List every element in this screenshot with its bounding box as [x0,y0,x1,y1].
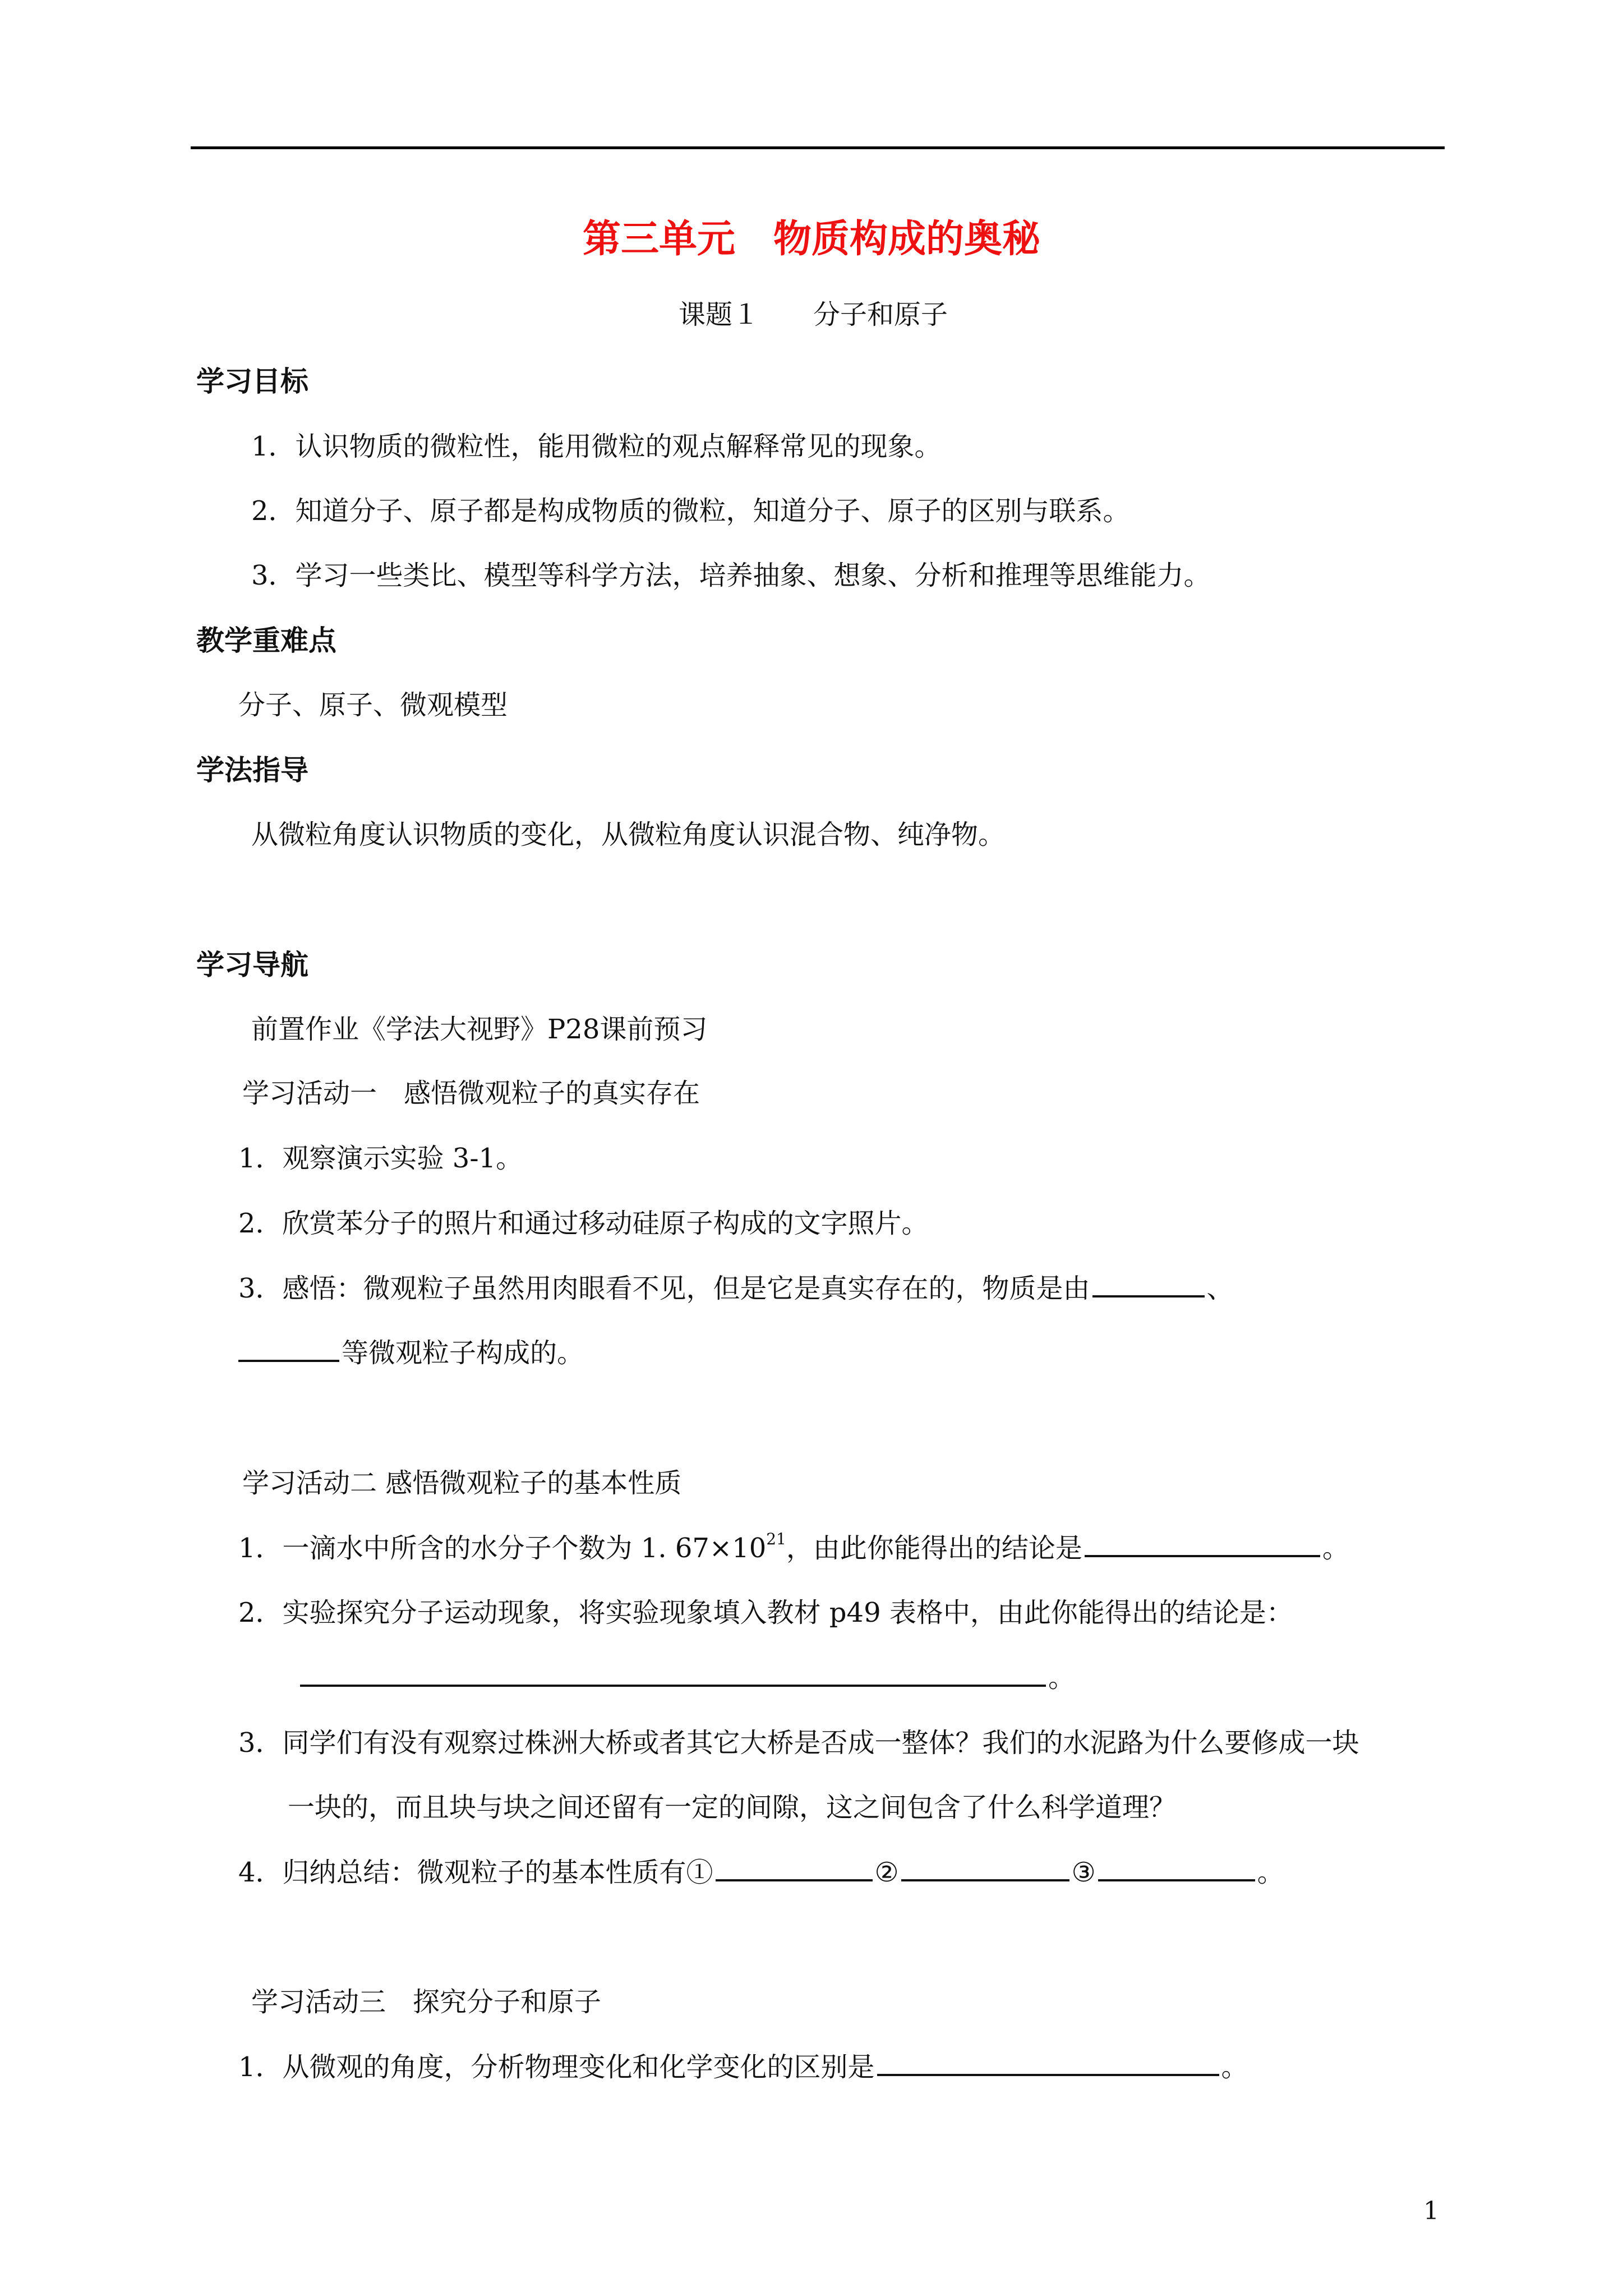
activity-2-item-3-line-1: 3．同学们有没有观察过株洲大桥或者其它大桥是否成一整体？我们的水泥路为什么要修成一块 [238,1727,1359,1759]
page-number: 1 [1423,2197,1439,2225]
punctuation: 、 [1206,1273,1234,1304]
circled-number-3: ③ [1071,1857,1096,1888]
activity-2-item-4 [238,1851,1284,1889]
exponent: 21 [766,1530,786,1548]
method-text: 从微粒角度认识物质的变化，从微粒角度认识混合物、纯净物。 [251,819,1006,850]
activity-1-item-3-line-2 [238,1331,584,1370]
answer-blank[interactable] [716,1852,873,1881]
punctuation: 。 [1221,2051,1248,2083]
goal-item-1: 1．认识物质的微粒性，能用微粒的观点解释常见的现象。 [251,431,942,462]
circled-number-2: ② [874,1857,899,1888]
activity-2-item-1-text-2: ，由此你能得出的结论是 [786,1533,1082,1564]
answer-blank[interactable] [1085,1528,1320,1557]
activity-1-item-3-line-1 [238,1267,1234,1305]
preview-task: 前置作业《学法大视野》P28课前预习 [251,1014,708,1045]
activity-2-item-2: 2．实验探究分子运动现象，将实验现象填入教材 p49 表格中，由此你能得出的结论是： [238,1597,1293,1628]
nav-heading: 学习导航 [196,948,308,981]
answer-blank[interactable] [300,1658,1046,1687]
activity-3-item-1-text: 1．从微观的角度，分析物理变化和化学变化的区别是 [238,2051,875,2083]
answer-blank[interactable] [877,2047,1219,2076]
activity-2-title: 学习活动二 感悟微观粒子的基本性质 [242,1467,682,1499]
activity-1-item-3-text: 3．感悟：微观粒子虽然用肉眼看不见，但是它是真实存在的，物质是由 [238,1273,1090,1304]
activity-1-item-2: 2．欣赏苯分子的照片和通过移动硅原子构成的文字照片。 [238,1208,929,1239]
answer-blank[interactable] [1098,1852,1255,1881]
punctuation: 。 [1322,1533,1349,1564]
lesson-subtitle: 课题１ 分子和原子 [679,299,948,330]
unit-title: 第三单元 物质构成的奥秘 [582,217,1040,261]
header-rule [191,146,1445,149]
activity-2-item-2-answer [300,1656,1075,1695]
activity-2-item-4-text: 4．归纳总结：微观粒子的基本性质有① [238,1857,713,1888]
method-heading: 学法指导 [196,753,308,786]
goal-item-3: 3．学习一些类比、模型等科学方法，培养抽象、想象、分析和推理等思维能力。 [251,560,1211,591]
answer-blank[interactable] [901,1852,1069,1881]
punctuation: 。 [1257,1857,1284,1888]
activity-1-item-1: 1．观察演示实验 3-1。 [238,1143,523,1174]
goal-item-2: 2．知道分子、原子都是构成物质的微粒，知道分子、原子的区别与联系。 [251,495,1130,527]
activity-1-item-3-text-2: 等微观粒子构成的。 [342,1337,584,1369]
activity-3-item-1 [238,2045,1248,2084]
key-points-text: 分子、原子、微观模型 [238,689,508,721]
punctuation: 。 [1048,1662,1076,1694]
answer-blank[interactable] [1092,1268,1205,1297]
answer-blank[interactable] [238,1333,339,1362]
activity-2-item-1 [238,1526,1349,1565]
goals-heading: 学习目标 [196,365,308,398]
key-points-heading: 教学重难点 [196,624,336,657]
activity-2-item-3-line-2: 一块的，而且块与块之间还留有一定的间隙，这之间包含了什么科学道理？ [288,1792,1177,1823]
activity-1-title: 学习活动一 感悟微观粒子的真实存在 [242,1078,700,1109]
activity-3-title: 学习活动三 探究分子和原子 [251,1986,602,2018]
activity-2-item-1-text: 1．一滴水中所含的水分子个数为 1. 67×10 [238,1533,767,1564]
